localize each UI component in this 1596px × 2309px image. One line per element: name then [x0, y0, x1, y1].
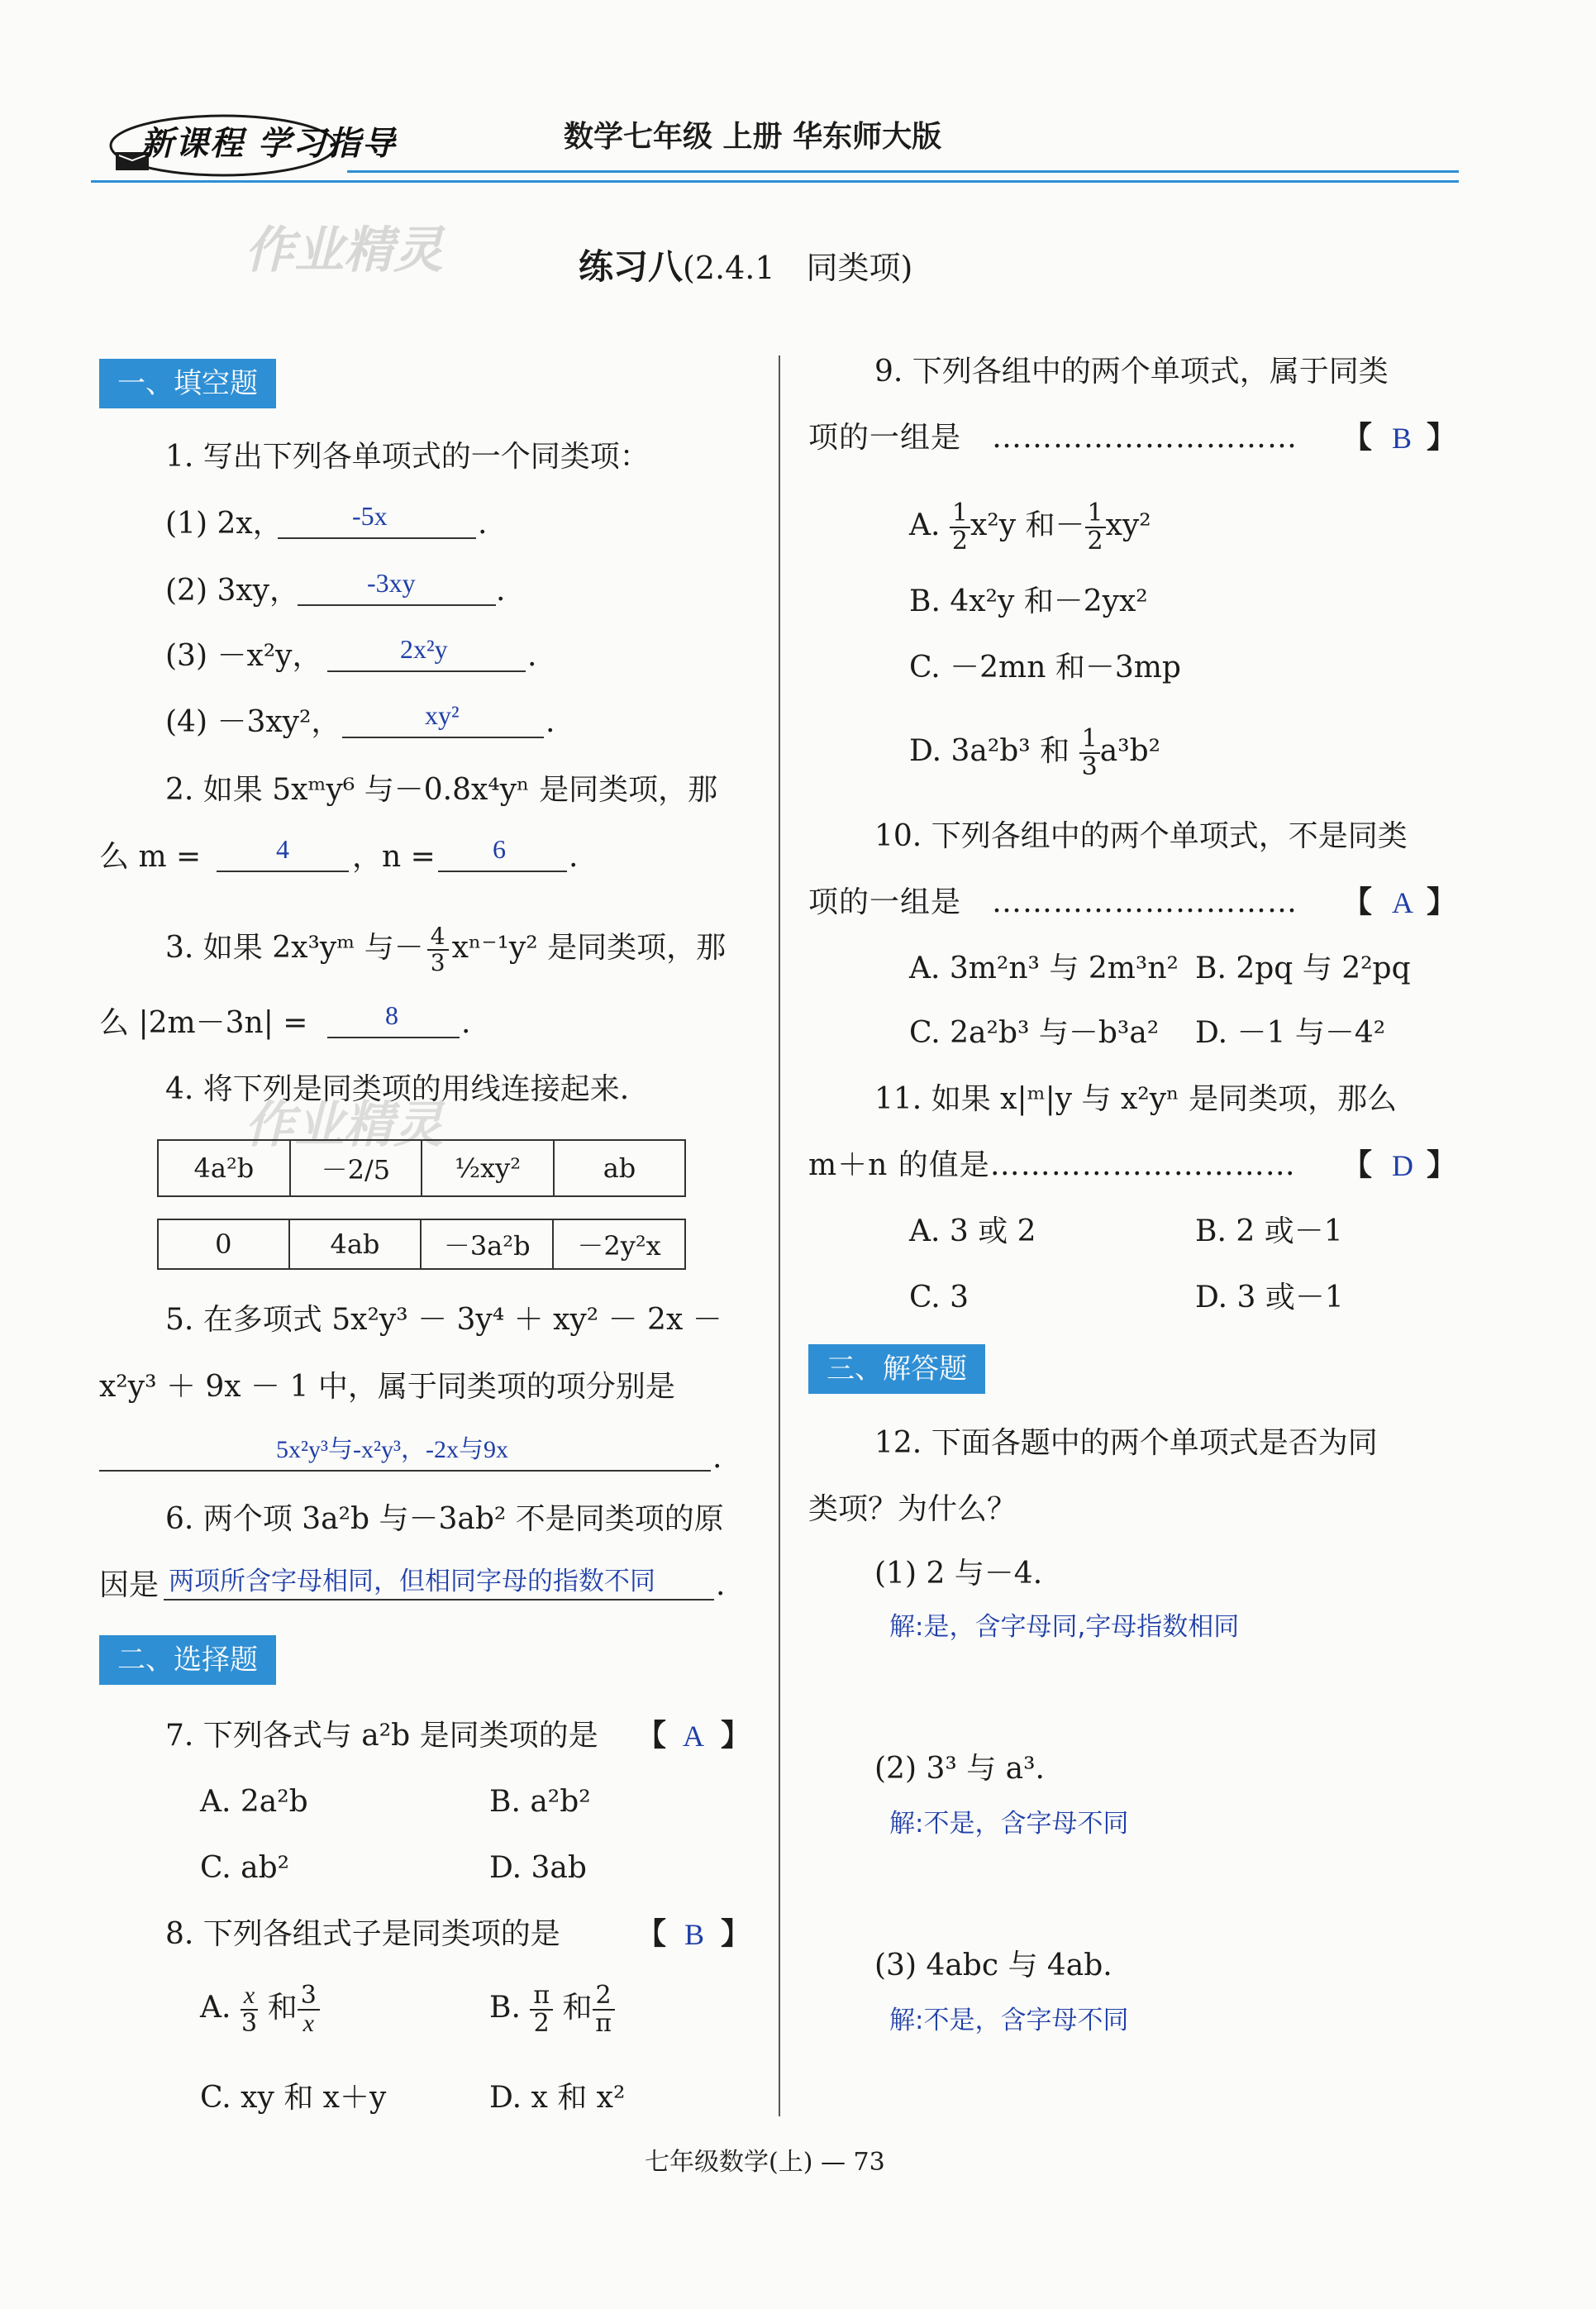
q8-a-frac1-den: 3: [241, 2009, 258, 2038]
q2-line1: 2. 如果 5xᵐy⁶ 与－0.8x⁴yⁿ 是同类项，那: [165, 773, 718, 807]
q12-1-label: (1) 2 与－4.: [874, 1557, 1043, 1591]
header-rule-top: [347, 170, 1459, 173]
q4-cell: －2/5: [290, 1140, 422, 1196]
q1-4-period: .: [545, 705, 555, 739]
logo-text: 新课程 学习指导: [141, 124, 397, 163]
q3-answer: 8: [385, 1000, 398, 1030]
q9-line1: 9. 下列各组中的两个单项式，属于同类: [874, 355, 1389, 389]
q10-option-d: D. －1 与－4²: [1195, 1016, 1386, 1050]
q12-line2: 类项？为什么？: [808, 1492, 1017, 1526]
q10-option-a: A. 3m²n³ 与 2m³n²: [909, 952, 1179, 985]
q9-line2: 项的一组是 …………………………: [808, 421, 1298, 455]
q3-frac-num: 4: [427, 924, 449, 951]
q6-blank: [164, 1599, 714, 1601]
q11-line1: 11. 如果 x|ᵐ|y 与 x²yⁿ 是同类项，那么: [874, 1082, 1398, 1116]
q1-3-blank: [327, 670, 526, 672]
q9-a-post: xy²: [1105, 508, 1151, 542]
q8-a-frac2: [298, 1982, 320, 2037]
q3-fraction: [427, 924, 449, 976]
q9-a-frac2: [1085, 500, 1106, 555]
q1-3-period: .: [527, 639, 537, 673]
q7-option-b: B. a²b²: [489, 1785, 591, 1819]
q4-cell: 4ab: [289, 1219, 422, 1269]
q5-blank: [99, 1470, 711, 1472]
q12-line1: 12. 下面各题中的两个单项式是否为同: [874, 1426, 1378, 1460]
q4-table-bottom: [157, 1219, 686, 1270]
q8-a-mid: 和: [267, 1991, 298, 2025]
q8-a-pre: A.: [200, 1991, 231, 2025]
q9-d-frac: [1079, 726, 1100, 780]
q11-option-a: A. 3 或 2: [909, 1214, 1036, 1248]
q2-m-blank: [217, 871, 349, 872]
q11-bracket-close: 】: [1427, 1148, 1457, 1182]
q1-1-label: (1) 2x，: [165, 507, 283, 541]
q9-a-pre: A.: [909, 508, 941, 542]
q8-a-frac1-num: x: [241, 1982, 258, 2011]
q1-3-label: (3) －x²y，: [165, 639, 322, 673]
q8-prompt: 8. 下列各组式子是同类项的是: [165, 1917, 560, 1951]
q8-option-b: [489, 1982, 615, 2037]
q11-option-b: B. 2 或－1: [1195, 1214, 1343, 1248]
q7-option-c: C. ab²: [200, 1851, 290, 1885]
q3-line2-prefix: 么 |2m－3n| =: [99, 1006, 308, 1040]
q2-m-answer: 4: [276, 834, 289, 864]
q4-prompt: 4. 将下列是同类项的用线连接起来.: [165, 1072, 630, 1106]
q4-cell: ½xy²: [422, 1140, 554, 1196]
table-row: [158, 1219, 685, 1269]
q1-2-period: .: [496, 574, 506, 608]
exercise-subtitle: (2.4.1 同类项): [683, 250, 913, 286]
section-choice: 二、选择题: [99, 1635, 276, 1685]
q2-n-blank: [438, 871, 567, 872]
q8-bracket-open: 【: [636, 1917, 667, 1951]
book-title: 数学七年级 上册 华东师大版: [564, 120, 942, 154]
q9-option-c: C. －2mn 和－3mp: [909, 651, 1181, 685]
q6-period: .: [716, 1568, 726, 1602]
q8-option-c: C. xy 和 x＋y: [200, 2081, 387, 2115]
q7-option-a: A. 2a²b: [200, 1785, 308, 1819]
q9-option-d: [909, 726, 1160, 780]
q12-2-label: (2) 3³ 与 a³.: [874, 1752, 1045, 1786]
q8-b-pre: B.: [489, 1991, 521, 2025]
q9-answer: B: [1392, 422, 1413, 455]
q10-bracket-open: 【: [1342, 885, 1373, 919]
q6-answer: 两项所含字母相同，但相同字母的指数不同: [169, 1567, 655, 1596]
q12-1-answer: 解:是，含字母同,字母指数相同: [889, 1612, 1240, 1642]
q11-option-d: D. 3 或－1: [1195, 1281, 1344, 1314]
q9-a-frac2-den: 2: [1087, 527, 1103, 556]
q2-n-answer: 6: [493, 834, 506, 864]
section-fill-in: 一、填空题: [99, 359, 276, 408]
q9-d-post: a³b²: [1099, 734, 1161, 768]
q5-answer: 5x²y³与-x²y³，-2x与9x: [276, 1436, 508, 1463]
q8-b-frac1: [530, 1982, 553, 2037]
q5-line2: x²y³ ＋ 9x － 1 中，属于同类项的项分别是: [99, 1370, 675, 1404]
q1-3-answer: 2x²y: [400, 634, 448, 664]
q1-4-label: (4) －3xy²，: [165, 705, 341, 739]
q10-line1: 10. 下列各组中的两个单项式，不是同类: [874, 819, 1408, 853]
q1-2-blank: [298, 604, 496, 606]
q1-2-label: (2) 3xy，: [165, 574, 299, 608]
q6-line2-prefix: 因是: [99, 1568, 160, 1602]
q1-4-blank: [342, 737, 544, 738]
q9-a-frac1-num: 1: [950, 500, 970, 528]
page-footer: 七年级数学(上) — 73: [645, 2148, 885, 2177]
q11-bracket-open: 【: [1342, 1148, 1373, 1182]
q8-option-d: D. x 和 x²: [489, 2081, 626, 2115]
q8-a-frac1: [241, 1982, 258, 2037]
q11-line2: m＋n 的值是…………………………: [808, 1148, 1296, 1182]
q9-a-frac1: [950, 500, 970, 555]
q9-d-frac-num: 1: [1079, 726, 1100, 754]
q10-option-b: B. 2pq 与 2²pq: [1195, 952, 1411, 985]
q11-option-c: C. 3: [909, 1281, 970, 1314]
section-solve: 三、解答题: [808, 1344, 985, 1394]
q8-b-frac1-den: 2: [533, 2009, 550, 2038]
q3-blank: [327, 1037, 460, 1038]
q8-a-frac2-den: x: [303, 2010, 314, 2037]
q4-cell: －2y²x: [553, 1219, 685, 1269]
q9-d-pre: D. 3a²b³ 和: [909, 734, 1070, 768]
q9-d-frac-den: 3: [1081, 752, 1098, 781]
q9-bracket-open: 【: [1342, 421, 1373, 455]
q8-b-frac2: [593, 1982, 615, 2037]
q11-answer: D: [1392, 1149, 1413, 1182]
q4-cell: 0: [158, 1219, 289, 1269]
q8-option-a: [200, 1982, 320, 2037]
column-divider: [779, 355, 780, 2116]
q1-1-period: .: [478, 507, 488, 541]
q8-a-frac2-num: 3: [298, 1982, 320, 2011]
exercise-title: [579, 246, 912, 289]
q6-line1: 6. 两个项 3a²b 与－3ab² 不是同类项的原: [165, 1502, 724, 1536]
q3-text-b: xⁿ⁻¹y² 是同类项，那: [451, 931, 727, 965]
q7-prompt: 7. 下列各式与 a²b 是同类项的是: [165, 1719, 598, 1753]
q3-text-a: 3. 如果 2x³yᵐ 与－: [165, 931, 424, 965]
q7-bracket-close: 】: [721, 1719, 751, 1753]
q5-period: .: [712, 1441, 722, 1475]
q7-bracket-open: 【: [636, 1719, 667, 1753]
q8-bracket-close: 】: [721, 1917, 751, 1951]
q4-cell: ab: [554, 1140, 685, 1196]
q8-b-frac1-num: π: [530, 1982, 553, 2011]
q1-4-answer: xy²: [425, 700, 460, 730]
q8-b-frac2-den: π: [595, 2009, 612, 2038]
table-row: [158, 1140, 685, 1196]
q3-frac-den: 3: [430, 949, 445, 976]
q5-line1: 5. 在多项式 5x²y³ － 3y⁴ ＋ xy² － 2x －: [165, 1303, 722, 1337]
q7-option-d: D. 3ab: [489, 1851, 587, 1885]
q9-bracket-close: 】: [1427, 421, 1457, 455]
q8-b-frac2-num: 2: [593, 1982, 615, 2011]
q2-mid: ，n =: [352, 840, 436, 874]
q1-prompt: 1. 写出下列各单项式的一个同类项：: [165, 440, 650, 474]
q12-3-label: (3) 4abc 与 4ab.: [874, 1949, 1112, 1982]
header-rule-bottom: [91, 180, 1459, 183]
q4-cell: －3a²b: [421, 1219, 553, 1269]
q8-b-mid: 和: [562, 1991, 593, 2025]
watermark: 作业精灵: [245, 222, 443, 279]
q4-table-top: [157, 1139, 686, 1197]
q3-line1: [165, 924, 726, 976]
q9-a-frac1-den: 2: [951, 527, 968, 556]
q1-1-answer: -5x: [352, 501, 388, 531]
q9-a-mid: x²y 和－: [970, 508, 1085, 542]
q1-1-blank: [278, 537, 476, 539]
q4-watermark: 作业精灵: [245, 1096, 443, 1154]
q10-bracket-close: 】: [1427, 885, 1457, 919]
q2-period: .: [569, 840, 579, 874]
q9-option-b: B. 4x²y 和－2yx²: [909, 584, 1148, 618]
q10-option-c: C. 2a²b³ 与－b³a²: [909, 1016, 1160, 1050]
q8-answer: B: [684, 1918, 705, 1951]
q9-a-frac2-num: 1: [1085, 500, 1106, 528]
q3-period: .: [461, 1006, 471, 1040]
exercise-title-main: 练习八: [579, 246, 684, 287]
q10-line2: 项的一组是 …………………………: [808, 885, 1298, 919]
q12-2-answer: 解:不是，含字母不同: [889, 1809, 1129, 1839]
q12-3-answer: 解:不是，含字母不同: [889, 2006, 1129, 2035]
q4-cell: 4a²b: [158, 1140, 290, 1196]
q7-answer: A: [683, 1720, 704, 1753]
q9-option-a: [909, 500, 1151, 555]
q10-answer: A: [1392, 886, 1413, 919]
q2-line2-prefix: 么 m =: [99, 840, 202, 874]
q1-2-answer: -3xy: [367, 568, 416, 598]
